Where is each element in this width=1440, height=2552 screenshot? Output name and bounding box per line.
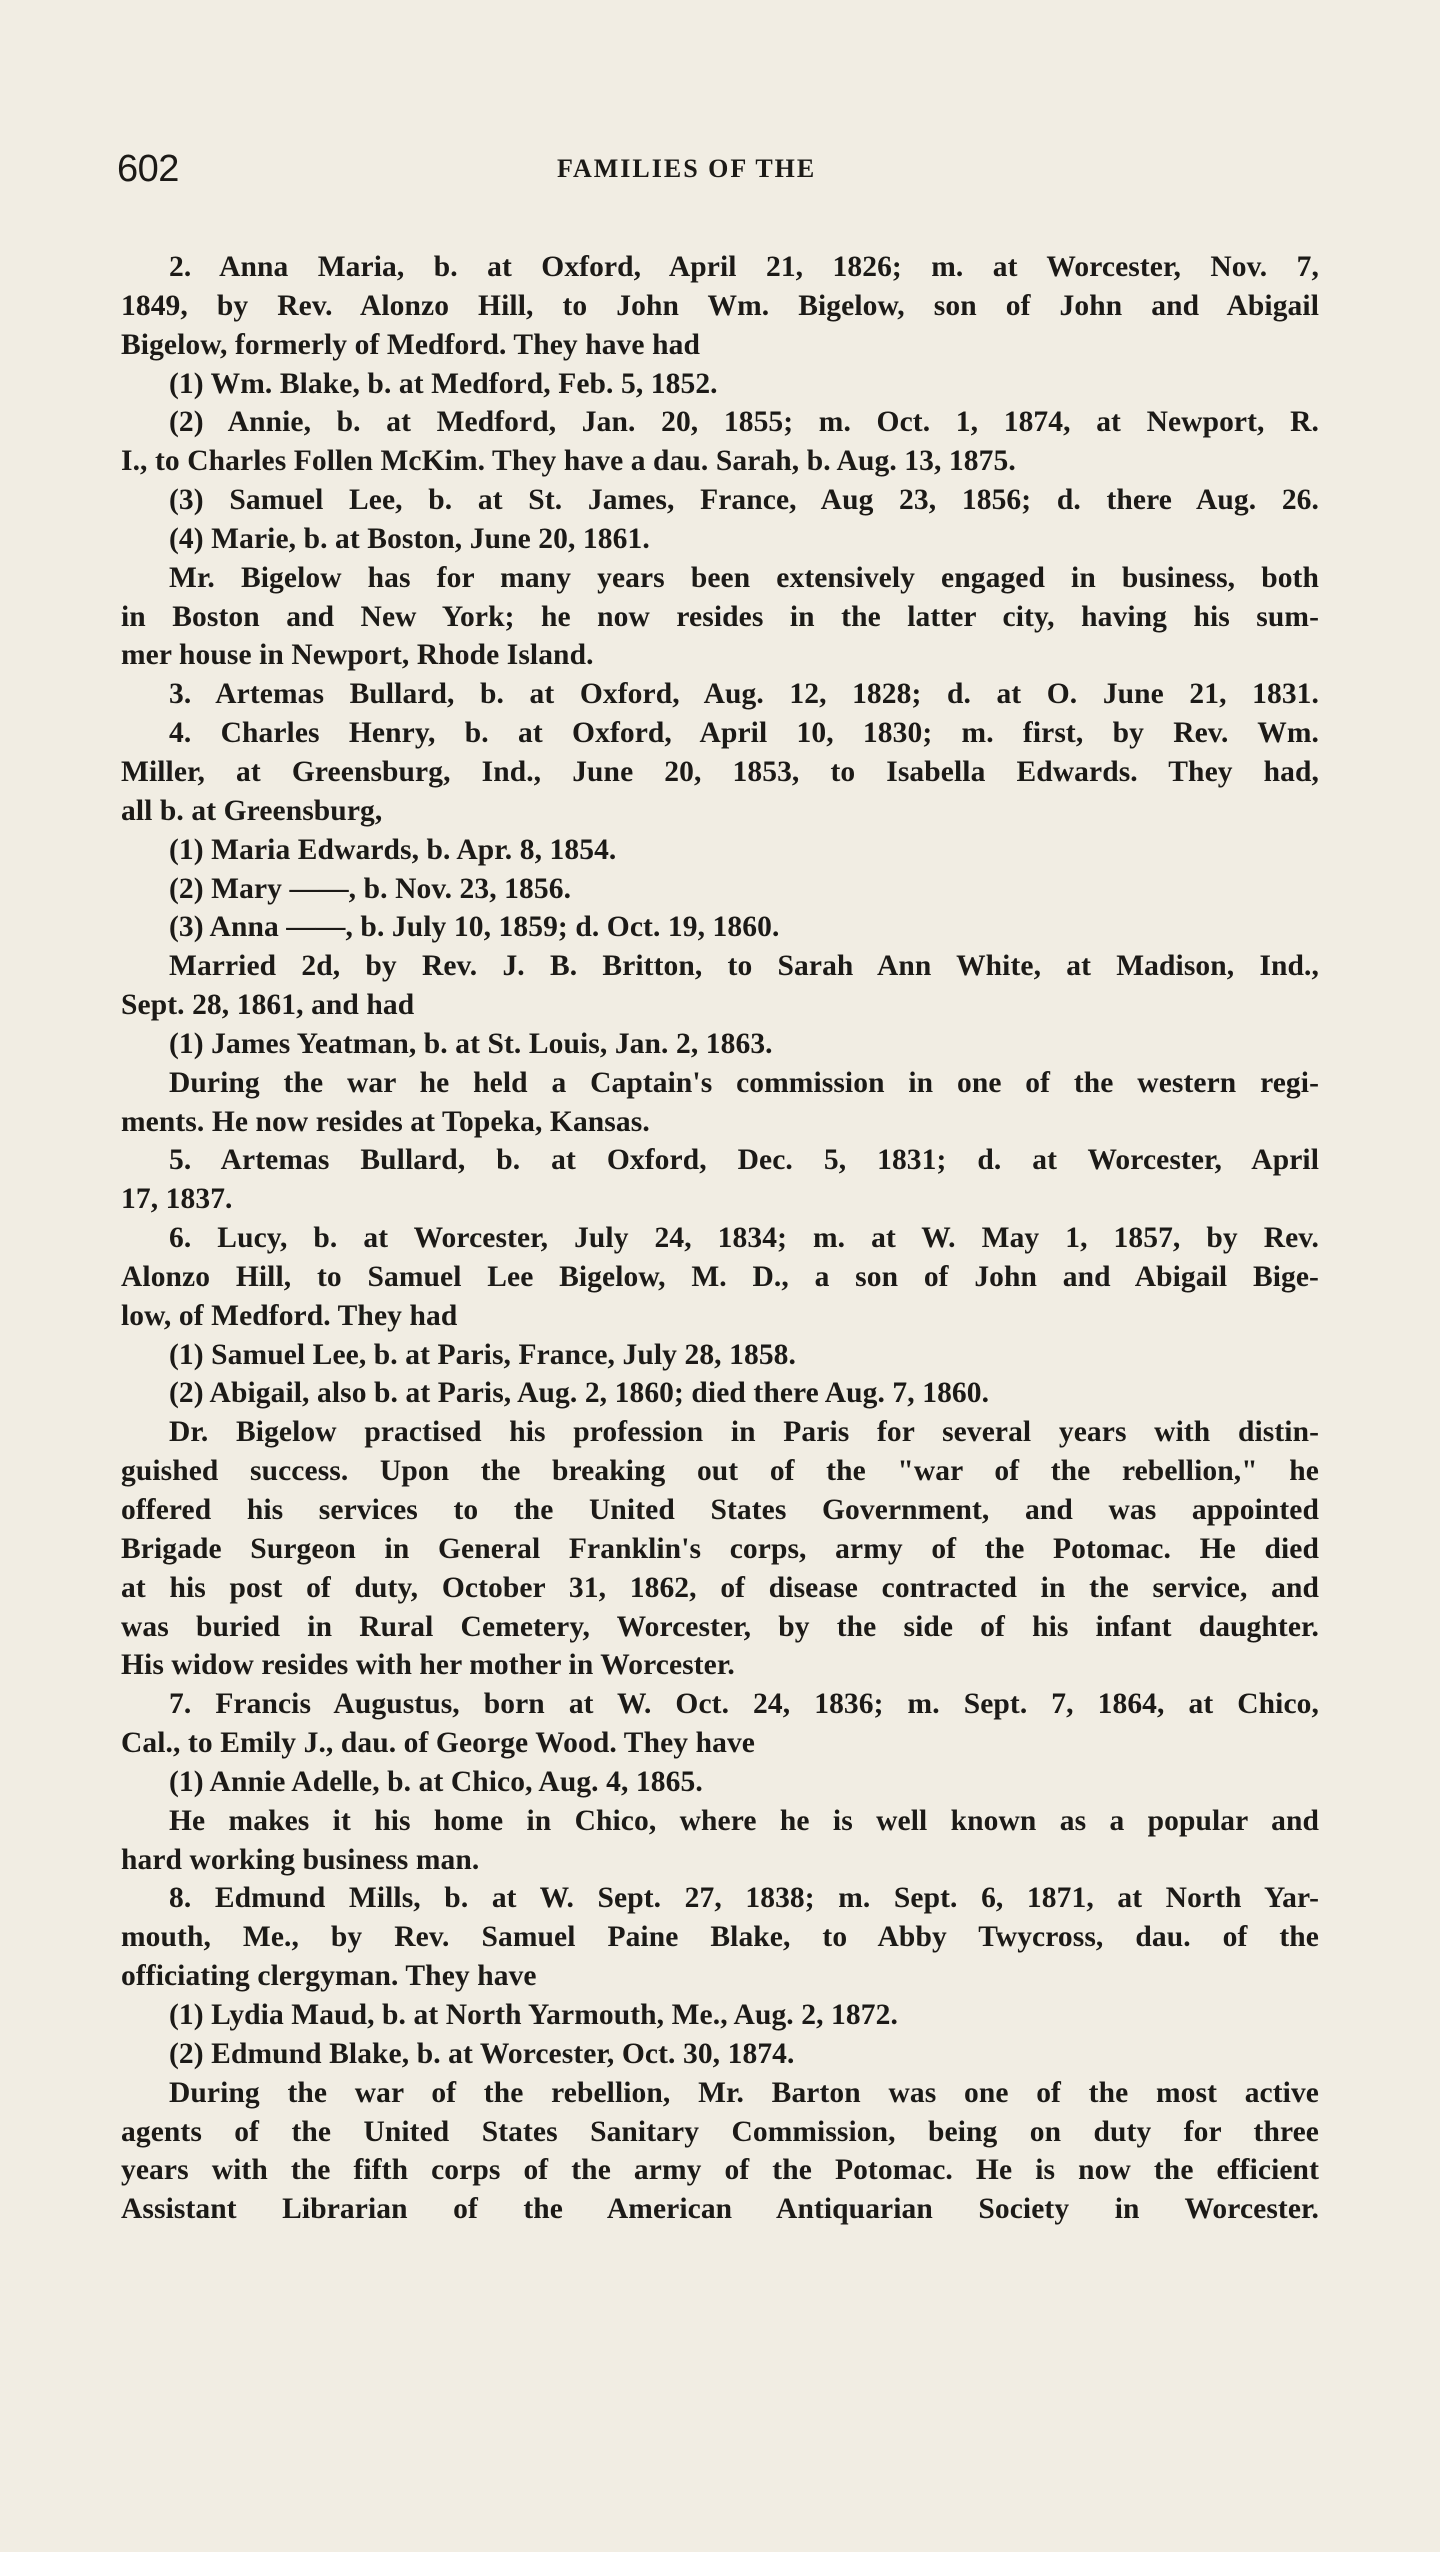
text-line: 6. Lucy, b. at Worcester, July 24, 1834; m. at W. May 1, 1857, by Rev. bbox=[169, 1222, 1319, 1255]
text-line: officiating clergyman. They have bbox=[121, 1960, 537, 1993]
text-line: (3) Anna ——, b. July 10, 1859; d. Oct. 19, 1860. bbox=[169, 911, 780, 944]
text-line: 17, 1837. bbox=[121, 1183, 233, 1216]
text-line: years with the fifth corps of the army of the Potomac. He is now the efficient bbox=[121, 2154, 1319, 2187]
text-line: (1) Annie Adelle, b. at Chico, Aug. 4, 1865. bbox=[169, 1765, 703, 1798]
text-line: (2) Mary ——, b. Nov. 23, 1856. bbox=[169, 872, 572, 905]
text-line: was buried in Rural Cemetery, Worcester, by the side of his infant daughter. bbox=[121, 1610, 1319, 1643]
text-line: offered his services to the United States Government, and was appointed bbox=[121, 1494, 1319, 1526]
body-text bbox=[121, 248, 1319, 2229]
text-line: (4) Marie, b. at Boston, June 20, 1861. bbox=[169, 522, 650, 555]
page-header bbox=[117, 148, 1307, 198]
text-line: During the war of the rebellion, Mr. Barton was one of the most active bbox=[169, 2076, 1319, 2109]
text-line: low, of Medford. They had bbox=[121, 1299, 458, 1332]
text-line: (2) Abigail, also b. at Paris, Aug. 2, 1860; died there Aug. 7, 1860. bbox=[169, 1377, 990, 1410]
text-line: agents of the United States Sanitary Commission, being on duty for three bbox=[121, 2115, 1319, 2148]
text-line: His widow resides with her mother in Worcester. bbox=[121, 1649, 735, 1682]
text-line: (2) Annie, b. at Medford, Jan. 20, 1855; m. Oct. 1, 1874, at Newport, R. bbox=[169, 406, 1319, 439]
text-line: at his post of duty, October 31, 1862, of disease contracted in the service, and bbox=[121, 1571, 1319, 1604]
text-line: Bigelow, formerly of Medford. They have had bbox=[121, 328, 700, 361]
text-line: hard working business man. bbox=[121, 1843, 480, 1876]
text-line: (1) Maria Edwards, b. Apr. 8, 1854. bbox=[169, 833, 617, 866]
text-line: Mr. Bigelow has for many years been extensively engaged in business, both bbox=[169, 561, 1319, 594]
text-line: 7. Francis Augustus, born at W. Oct. 24, 1836; m. Sept. 7, 1864, at Chico, bbox=[169, 1688, 1319, 1721]
text-line: in Boston and New York; he now resides in the latter city, having his sum- bbox=[121, 600, 1319, 633]
text-line: guished success. Upon the breaking out of the "war of the rebellion," he bbox=[121, 1455, 1319, 1488]
text-line: (1) Samuel Lee, b. at Paris, France, July 28, 1858. bbox=[169, 1338, 796, 1371]
text-line: 5. Artemas Bullard, b. at Oxford, Dec. 5, 1831; d. at Worcester, April bbox=[169, 1144, 1319, 1177]
text-line: 8. Edmund Mills, b. at W. Sept. 27, 1838; m. Sept. 6, 1871, at North Yar- bbox=[169, 1882, 1319, 1915]
text-line: (3) Samuel Lee, b. at St. James, France, Aug 23, 1856; d. there Aug. 26. bbox=[169, 484, 1319, 517]
text-line: Married 2d, by Rev. J. B. Britton, to Sarah Ann White, at Madison, Ind., bbox=[169, 950, 1319, 983]
text-line: Assistant Librarian of the American Antiquarian Society in Worcester. bbox=[121, 2193, 1319, 2226]
text-line: 1849, by Rev. Alonzo Hill, to John Wm. Bigelow, son of John and Abigail bbox=[121, 289, 1319, 322]
text-line: (1) James Yeatman, b. at St. Louis, Jan. 2, 1863. bbox=[169, 1027, 773, 1060]
text-line: (1) Wm. Blake, b. at Medford, Feb. 5, 1852. bbox=[169, 367, 718, 400]
page-number: 602 bbox=[117, 148, 179, 190]
text-line: 3. Artemas Bullard, b. at Oxford, Aug. 12, 1828; d. at O. June 21, 1831. bbox=[169, 678, 1319, 711]
text-line: 4. Charles Henry, b. at Oxford, April 10, 1830; m. first, by Rev. Wm. bbox=[169, 717, 1319, 750]
text-line: He makes it his home in Chico, where he is well known as a popular and bbox=[169, 1804, 1319, 1837]
text-line: I., to Charles Follen McKim. They have a dau. Sarah, b. Aug. 13, 1875. bbox=[121, 445, 1016, 478]
text-line: During the war he held a Captain's commission in one of the western regi- bbox=[169, 1066, 1319, 1099]
text-line: (2) Edmund Blake, b. at Worcester, Oct. 30, 1874. bbox=[169, 2037, 795, 2070]
text-line: Miller, at Greensburg, Ind., June 20, 1853, to Isabella Edwards. They had, bbox=[121, 755, 1319, 788]
text-line: all b. at Greensburg, bbox=[121, 794, 383, 827]
running-head: FAMILIES OF THE bbox=[557, 154, 817, 183]
text-line: mer house in Newport, Rhode Island. bbox=[121, 639, 594, 672]
text-line: ments. He now resides at Topeka, Kansas. bbox=[121, 1105, 650, 1138]
text-line: Cal., to Emily J., dau. of George Wood. They have bbox=[121, 1727, 755, 1760]
text-line: Alonzo Hill, to Samuel Lee Bigelow, M. D., a son of John and Abigail Bige- bbox=[121, 1260, 1319, 1293]
text-line: mouth, Me., by Rev. Samuel Paine Blake, to Abby Twycross, dau. of the bbox=[121, 1921, 1319, 1954]
text-line: Sept. 28, 1861, and had bbox=[121, 989, 415, 1022]
text-line: Dr. Bigelow practised his profession in Paris for several years with distin- bbox=[169, 1416, 1319, 1449]
text-line: (1) Lydia Maud, b. at North Yarmouth, Me., Aug. 2, 1872. bbox=[169, 1998, 898, 2031]
text-line: Brigade Surgeon in General Franklin's corps, army of the Potomac. He died bbox=[121, 1532, 1319, 1565]
text-line: 2. Anna Maria, b. at Oxford, April 21, 1826; m. at Worcester, Nov. 7, bbox=[169, 251, 1319, 283]
